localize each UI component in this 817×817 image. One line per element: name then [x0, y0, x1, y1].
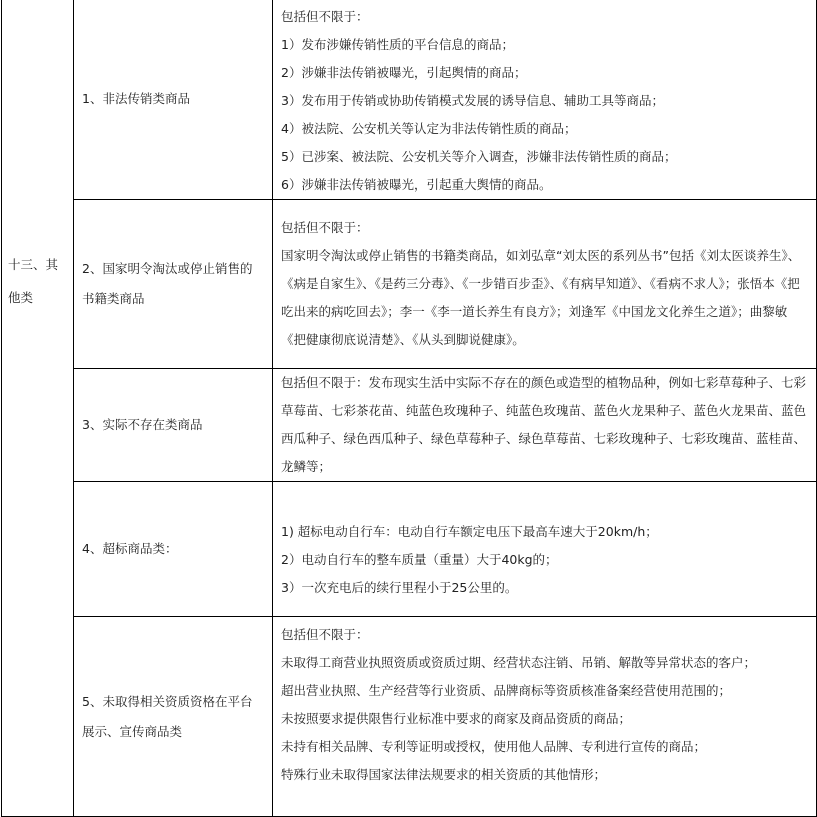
category-label: 十三、其他类 [8, 256, 59, 305]
subcategory-cell [74, 482, 273, 617]
category-cell [2, 0, 74, 817]
table-row [2, 617, 817, 817]
subcategory-label: 5、未取得相关资质资格在平台展示、宣传商品类 [82, 693, 253, 739]
policy-table [1, 0, 817, 817]
subcategory-label: 2、国家明令淘汰或停止销售的书籍类商品 [82, 261, 253, 306]
description-cell [273, 617, 817, 817]
description-line: 6）涉嫌非法传销被曝光，引起重大舆情的商品。 [281, 177, 552, 192]
description-cell [273, 200, 817, 369]
description-line: 包括但不限于： [281, 220, 369, 235]
description-line: 2）电动自行车的整车质量（重量）大于40kg的； [281, 552, 558, 567]
description-line: 超出营业执照、生产经营等行业资质、品牌商标等资质核准备案经营使用范围的； [281, 683, 732, 698]
description-line: 特殊行业未取得国家法律法规要求的相关资质的其他情形； [281, 767, 607, 782]
description-paragraph: 包括但不限于：发布现实生活中实际不存在的颜色或造型的植物品种，例如七彩草莓种子、七彩草莓苗、七彩茶花苗、纯蓝色玫瑰种子、纯蓝色玫瑰苗、蓝色火龙果种子、蓝色火龙果苗、蓝色西瓜种子、绿色西瓜种子、绿色草莓种子、绿色草莓苗、七彩玫瑰种子、七彩玫瑰苗、蓝桂苗、龙鳞等； [281, 375, 807, 474]
description-line: 包括但不限于： [281, 9, 369, 24]
description-cell [273, 482, 817, 617]
subcategory-label: 4、超标商品类： [82, 541, 178, 556]
description-line: 包括但不限于： [281, 627, 369, 642]
subcategory-cell [74, 369, 273, 482]
subcategory-label: 3、实际不存在类商品 [82, 417, 203, 432]
description-line: 未按照要求提供限售行业标准中要求的商家及商品资质的商品； [281, 711, 632, 726]
table-row [2, 482, 817, 617]
description-line: 1）发布涉嫌传销性质的平台信息的商品； [281, 37, 514, 52]
description-line: 1) 超标电动自行车：电动自行车额定电压下最高车速大于20km/h； [281, 524, 658, 539]
description-line: 4）被法院、公安机关等认定为非法传销性质的商品； [281, 121, 577, 136]
description-paragraph: 国家明令淘汰或停止销售的书籍类商品，如刘弘章“刘太医的系列丛书”包括《刘太医谈养生》、《病是自家生》、《是药三分毒》、《一步错百步歪》、《有病早知道》、《看病不求人》；张悟本《把吃出来的病吃回去》；李一《李一道长养生有良方》；刘逢军《中国龙文化养生之道》；曲黎敏《把健康彻底说清楚》、《从头到脚说健康》。 [281, 248, 801, 347]
subcategory-cell [74, 0, 273, 200]
subcategory-cell [74, 617, 273, 817]
table-row [2, 200, 817, 369]
description-line: 未持有相关品牌、专利等证明或授权，使用他人品牌、专利进行宣传的商品； [281, 739, 707, 754]
table-row [2, 0, 817, 200]
description-line: 5）已涉案、被法院、公安机关等介入调查，涉嫌非法传销性质的商品； [281, 149, 677, 164]
description-line: 3）一次充电后的续行里程小于25公里的。 [281, 580, 518, 595]
subcategory-cell [74, 200, 273, 369]
description-line: 2）涉嫌非法传销被曝光，引起舆情的商品； [281, 65, 527, 80]
description-cell [273, 0, 817, 200]
description-line: 未取得工商营业执照资质或资质过期、经营状态注销、吊销、解散等异常状态的客户； [281, 655, 757, 670]
table-row [2, 369, 817, 482]
subcategory-label: 1、非法传销类商品 [82, 91, 190, 106]
description-cell [273, 369, 817, 482]
description-line: 3）发布用于传销或协助传销模式发展的诱导信息、辅助工具等商品； [281, 93, 664, 108]
